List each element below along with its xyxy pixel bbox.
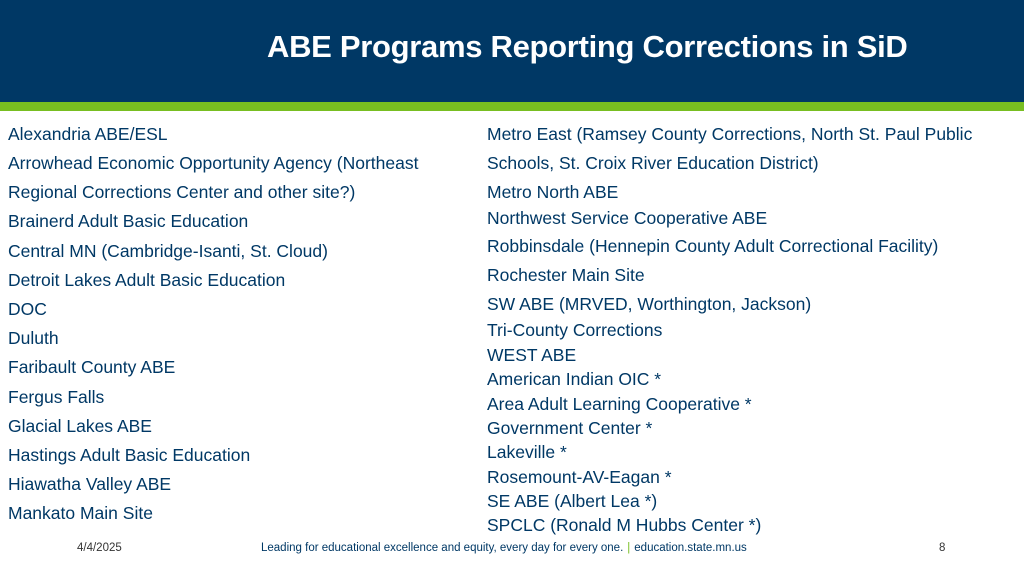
list-item: Rochester Main Site [487,265,645,285]
list-item: Government Center * [487,418,653,438]
slide-header [0,0,1024,102]
list-item: Northwest Service Cooperative ABE [487,208,768,228]
list-item: Metro North ABE [487,182,619,202]
list-item: Arrowhead Economic Opportunity Agency (Northeast [8,153,419,173]
list-item: SW ABE (MRVED, Worthington, Jackson) [487,294,812,314]
slide-title: ABE Programs Reporting Corrections in SiD [267,29,908,64]
list-item: Brainerd Adult Basic Education [8,211,249,231]
list-item: Tri-County Corrections [487,320,663,340]
list-item: DOC [8,299,47,319]
list-item: Hastings Adult Basic Education [8,445,251,465]
list-item: American Indian OIC * [487,369,662,389]
list-item: Fergus Falls [8,387,105,407]
footer-separator: | [627,542,631,554]
list-item: Central MN (Cambridge-Isanti, St. Cloud) [8,241,328,261]
list-item: Robbinsdale (Hennepin County Adult Correctional Facility) [487,236,939,256]
footer-date: 4/4/2025 [77,542,122,554]
list-item: Glacial Lakes ABE [8,416,152,436]
list-item: WEST ABE [487,345,577,365]
list-item: Mankato Main Site [8,503,153,523]
list-item: Rosemount-AV-Eagan * [487,467,672,487]
footer-tagline: Leading for educational excellence and equity, every day for every one. [261,542,624,554]
list-item: Faribault County ABE [8,357,176,377]
list-item: Detroit Lakes Adult Basic Education [8,270,286,290]
list-item: Regional Corrections Center and other site?) [8,182,356,202]
list-item: Alexandria ABE/ESL [8,124,168,144]
list-item: Lakeville * [487,442,567,462]
footer-site-link[interactable]: education.state.mn.us [634,542,747,554]
list-item: Area Adult Learning Cooperative * [487,394,752,414]
page-number: 8 [939,542,946,554]
list-item: Schools, St. Croix River Education District) [487,153,819,173]
list-item: Duluth [8,328,59,348]
footer-tagline-group [261,542,747,554]
list-item: Hiawatha Valley ABE [8,474,172,494]
list-item: SE ABE (Albert Lea *) [487,491,658,511]
list-item: SPCLC (Ronald M Hubbs Center *) [487,515,762,535]
accent-bar [0,102,1024,111]
list-item: Metro East (Ramsey County Corrections, North St. Paul Public [487,124,973,144]
